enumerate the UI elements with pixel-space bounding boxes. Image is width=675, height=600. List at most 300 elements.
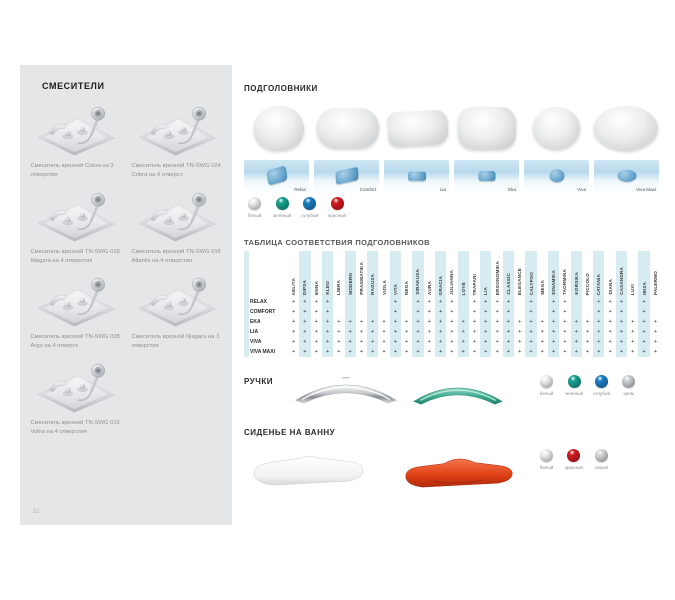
compat-cell: + bbox=[525, 347, 536, 357]
headrest-mini-eka bbox=[478, 171, 495, 181]
compat-cell bbox=[367, 297, 378, 307]
column-header-label: DIPSA bbox=[302, 279, 308, 295]
column-header-label: GRACIA bbox=[438, 275, 444, 295]
compat-cell: + bbox=[345, 327, 356, 337]
compat-cell: + bbox=[405, 349, 409, 355]
headrest-legend-item bbox=[301, 197, 318, 218]
compat-cell: + bbox=[367, 347, 378, 357]
compat-cell: + bbox=[299, 297, 310, 307]
row-label-comfort: COMFORT bbox=[250, 309, 276, 315]
compat-cell: + bbox=[548, 317, 559, 327]
section-title-compatibility: ТАБЛИЦА СООТВЕТСТВИЯ ПОДГОЛОВНИКОВ bbox=[244, 238, 430, 247]
compat-cell: + bbox=[427, 309, 431, 315]
compat-cell: + bbox=[593, 317, 604, 327]
row-label-viva-maxi: VIVA MAXI bbox=[250, 349, 276, 355]
mixer-photo bbox=[34, 274, 118, 328]
compat-cell bbox=[650, 297, 661, 307]
compat-cell: + bbox=[638, 317, 649, 327]
column-header-label: JULIANNA bbox=[449, 270, 455, 295]
row-label-viva: VIVA bbox=[250, 339, 262, 345]
column-header-label: MEGA bbox=[539, 280, 545, 295]
column-header-label: ERGONOMIKA bbox=[494, 260, 500, 295]
compat-cell: + bbox=[292, 329, 296, 335]
compat-cell bbox=[537, 307, 548, 317]
compat-cell: + bbox=[412, 317, 423, 327]
compat-cell bbox=[537, 297, 548, 307]
compat-cell: + bbox=[563, 329, 567, 335]
compat-cell: + bbox=[593, 347, 604, 357]
compat-cell: + bbox=[367, 337, 378, 347]
compat-cell: + bbox=[292, 309, 296, 315]
column-header-label: ENNA bbox=[313, 281, 319, 295]
compat-cell: + bbox=[435, 327, 446, 337]
mixer-photo bbox=[135, 189, 219, 243]
headrest-photo-viva-maxi bbox=[594, 106, 658, 150]
compat-cell: + bbox=[571, 337, 582, 347]
compat-cell: + bbox=[382, 339, 386, 345]
compat-cell: + bbox=[540, 339, 544, 345]
compat-cell: + bbox=[412, 307, 423, 317]
mixer-photo bbox=[135, 274, 219, 328]
compat-cell: + bbox=[367, 327, 378, 337]
compat-cell: + bbox=[480, 317, 491, 327]
column-header-palermo bbox=[650, 251, 661, 297]
compat-cell: + bbox=[472, 329, 477, 335]
headrest-mini-viva bbox=[549, 169, 564, 182]
column-header-pragmatika bbox=[356, 251, 367, 297]
compat-cell: + bbox=[638, 347, 649, 357]
compat-cell bbox=[345, 297, 356, 307]
compat-cell: + bbox=[322, 307, 333, 317]
headrest-card-label: Comfort bbox=[359, 187, 376, 192]
column-header-aelita bbox=[288, 251, 299, 297]
headrest-card-label: Viva Maxi bbox=[636, 187, 656, 192]
compat-cell: + bbox=[299, 327, 310, 337]
compat-cell bbox=[514, 307, 525, 317]
compat-cell: + bbox=[571, 317, 582, 327]
compat-cell: + bbox=[608, 309, 612, 315]
compat-cell: + bbox=[390, 297, 401, 307]
handle-chrome-image bbox=[290, 374, 402, 406]
compat-cell bbox=[345, 307, 356, 317]
headrest-photo-cell bbox=[244, 100, 314, 156]
compat-cell: + bbox=[299, 337, 310, 347]
compat-cell: + bbox=[495, 299, 499, 305]
headrest-photo-cell bbox=[383, 100, 453, 156]
headrest-photo-cell bbox=[522, 100, 592, 156]
headrest-mini-comfort bbox=[335, 167, 358, 185]
mixer-photo bbox=[135, 103, 219, 157]
compat-cell: + bbox=[548, 337, 559, 347]
mixer-caption: Смеситель врезной Niagara на 3 отверстия bbox=[131, 334, 220, 350]
headrest-photo-cell bbox=[592, 100, 662, 156]
seat-color-ball-серый bbox=[595, 449, 608, 462]
seat-legend-item bbox=[538, 449, 555, 470]
compat-cell: + bbox=[593, 327, 604, 337]
compat-cell bbox=[571, 307, 582, 317]
compat-cell bbox=[356, 297, 367, 307]
column-header-catania bbox=[593, 251, 604, 297]
seat-color-ball-белый bbox=[540, 449, 553, 462]
compat-cell bbox=[514, 297, 525, 307]
headrest-color-label: зеленый bbox=[273, 213, 292, 218]
headrest-photo-viva bbox=[533, 107, 580, 149]
column-header-ergonomika bbox=[491, 251, 502, 297]
column-header-gracia bbox=[435, 251, 446, 297]
compat-cell: + bbox=[322, 347, 333, 357]
handle-legend-item bbox=[593, 375, 610, 396]
seat-color-legend bbox=[538, 449, 610, 470]
compat-cell: + bbox=[382, 349, 386, 355]
compat-cell: + bbox=[653, 319, 657, 325]
compat-cell: + bbox=[405, 319, 409, 325]
compat-cell: + bbox=[631, 329, 635, 335]
table-corner bbox=[249, 251, 288, 297]
column-header-lia bbox=[480, 251, 491, 297]
column-header-label: VIOLA bbox=[381, 279, 387, 295]
mixer-caption: Смеситель врезной TN-SWG 028 Argo на 4 отверст. bbox=[30, 334, 120, 350]
mixers-panel bbox=[20, 65, 232, 525]
compat-cell: + bbox=[435, 337, 446, 347]
column-header-label: ELEGANCE bbox=[517, 267, 523, 295]
compat-cell: + bbox=[359, 339, 364, 345]
column-header-label: TRAPANI bbox=[471, 273, 477, 295]
headrest-card-label: Lia bbox=[439, 187, 446, 192]
handle-color-ball-хром bbox=[622, 375, 635, 388]
compat-cell: + bbox=[563, 349, 567, 355]
compat-cell: + bbox=[390, 307, 401, 317]
compat-cell: + bbox=[382, 329, 386, 335]
mixer-caption: Смеситель врезной TN-SWG 018 Niagara на 4 отверстия bbox=[30, 248, 120, 264]
compat-cell: + bbox=[503, 317, 514, 327]
handle-legend-item bbox=[538, 375, 555, 396]
column-header-label: PRAGMATIKA bbox=[358, 262, 364, 295]
compat-cell: + bbox=[314, 299, 318, 305]
compat-cell: + bbox=[593, 307, 604, 317]
compat-cell: + bbox=[540, 349, 544, 355]
compat-cell: + bbox=[518, 319, 522, 325]
mixer-item bbox=[131, 103, 222, 181]
headrest-card-eka bbox=[454, 160, 519, 194]
compat-cell: + bbox=[616, 337, 627, 347]
compat-cell: + bbox=[503, 327, 514, 337]
compat-cell bbox=[650, 307, 661, 317]
column-header-label: KORSIKA bbox=[573, 272, 579, 295]
column-header-viola bbox=[378, 251, 389, 297]
compat-cell: + bbox=[458, 327, 469, 337]
column-header-sirakusa bbox=[412, 251, 423, 297]
compat-cell: + bbox=[359, 329, 364, 335]
compat-cell: + bbox=[608, 299, 612, 305]
compat-cell: + bbox=[631, 339, 635, 345]
compat-cell: + bbox=[299, 347, 310, 357]
headrest-color-label: белый bbox=[247, 213, 262, 218]
compat-cell: + bbox=[548, 327, 559, 337]
mixer-item bbox=[30, 274, 121, 352]
compat-cell: + bbox=[495, 349, 499, 355]
column-header-julianna bbox=[446, 251, 457, 297]
column-header-kleo bbox=[322, 251, 333, 297]
compat-cell bbox=[582, 307, 593, 317]
compat-cell: + bbox=[631, 349, 635, 355]
column-header-label: KLEO bbox=[325, 281, 331, 295]
column-header-luxi bbox=[627, 251, 638, 297]
mixer-photo bbox=[34, 103, 118, 157]
compat-cell: + bbox=[616, 317, 627, 327]
compatibility-table bbox=[244, 251, 661, 357]
compat-cell: + bbox=[472, 299, 477, 305]
seat-white-image bbox=[244, 443, 372, 490]
compat-cell bbox=[378, 297, 389, 307]
compat-cell: + bbox=[631, 319, 635, 325]
compat-cell: + bbox=[314, 329, 318, 335]
headrest-mini-relax bbox=[266, 165, 287, 186]
compat-cell: + bbox=[593, 337, 604, 347]
column-header-label: SIRAKUSA bbox=[415, 269, 421, 295]
compat-cell: + bbox=[367, 317, 378, 327]
compat-cell: + bbox=[638, 307, 649, 317]
compat-cell: + bbox=[345, 337, 356, 347]
mixer-item bbox=[131, 189, 222, 267]
column-header-enna bbox=[311, 251, 322, 297]
compat-cell bbox=[367, 307, 378, 317]
headrest-color-label: красный bbox=[328, 213, 346, 218]
headrest-card-label: Eka bbox=[508, 187, 516, 192]
compat-cell: + bbox=[314, 339, 318, 345]
mixer-photo bbox=[34, 189, 118, 243]
compat-cell: + bbox=[548, 347, 559, 357]
compat-cell: + bbox=[608, 319, 612, 325]
compat-cell: + bbox=[450, 339, 454, 345]
compat-cell: + bbox=[337, 349, 341, 355]
handle-legend-item bbox=[620, 375, 637, 396]
headrest-legend-item bbox=[273, 197, 291, 218]
compat-cell: + bbox=[435, 307, 446, 317]
headrest-photos-row bbox=[244, 100, 661, 156]
column-header-label: LUXI bbox=[630, 283, 636, 295]
compat-cell: + bbox=[480, 297, 491, 307]
compat-cell: + bbox=[299, 307, 310, 317]
mixer-item bbox=[30, 103, 121, 181]
compat-cell: + bbox=[390, 317, 401, 327]
compat-cell: + bbox=[653, 339, 657, 345]
section-title-seat: СИДЕНЬЕ НА ВАННУ bbox=[244, 428, 336, 437]
column-header-label: AELITA bbox=[291, 277, 297, 295]
column-header-trapani bbox=[469, 251, 480, 297]
compat-cell: + bbox=[450, 329, 454, 335]
compat-cell: + bbox=[480, 347, 491, 357]
column-header-label: TAORMINA bbox=[562, 268, 568, 295]
compat-cell: + bbox=[435, 347, 446, 357]
mixer-caption: Смеситель врезной Cobra на 3 отверстия bbox=[30, 163, 114, 179]
column-header-nega bbox=[401, 251, 412, 297]
compat-cell: + bbox=[322, 297, 333, 307]
compat-cell: + bbox=[337, 329, 341, 335]
headrest-card-lia bbox=[384, 160, 449, 194]
column-header-mega bbox=[537, 251, 548, 297]
compat-cell: + bbox=[518, 329, 522, 335]
compat-cell bbox=[333, 297, 344, 307]
compat-cell: + bbox=[518, 349, 522, 355]
handle-color-ball-белый bbox=[540, 375, 553, 388]
compat-cell: + bbox=[412, 337, 423, 347]
compat-cell bbox=[627, 307, 638, 317]
seat-color-ball-красный bbox=[567, 449, 580, 462]
row-label-relax: RELAX bbox=[250, 299, 267, 305]
compat-cell: + bbox=[427, 299, 431, 305]
headrest-photo-cell bbox=[453, 100, 523, 156]
headrest-photo-cell bbox=[314, 100, 384, 156]
mixers-grid bbox=[30, 103, 222, 437]
compat-cell bbox=[627, 297, 638, 307]
compat-cell: + bbox=[427, 329, 431, 335]
handle-green-image bbox=[409, 379, 507, 407]
compat-cell: + bbox=[450, 309, 454, 315]
compat-cell: + bbox=[382, 319, 386, 325]
compat-cell: + bbox=[495, 319, 499, 325]
compat-cell: + bbox=[540, 329, 544, 335]
compat-cell: + bbox=[359, 349, 364, 355]
column-header-label: MODERN bbox=[347, 273, 353, 295]
compat-cell: + bbox=[480, 337, 491, 347]
compat-cell bbox=[356, 307, 367, 317]
compat-cell: + bbox=[314, 319, 318, 325]
compat-cell: + bbox=[608, 329, 612, 335]
compat-cell bbox=[333, 307, 344, 317]
headrest-photo-comfort bbox=[317, 108, 379, 148]
column-header-diana bbox=[604, 251, 615, 297]
headrest-legend-item bbox=[246, 197, 263, 218]
headrest-mini-lia bbox=[408, 172, 426, 181]
compat-cell: + bbox=[450, 349, 454, 355]
column-header-label: LOVE bbox=[460, 281, 466, 295]
compat-cell: + bbox=[450, 319, 454, 325]
column-header-modern bbox=[345, 251, 356, 297]
handle-color-label: хром bbox=[623, 391, 634, 396]
column-header-label: PALERMO bbox=[652, 270, 658, 295]
compat-cell: + bbox=[390, 327, 401, 337]
compat-cell: + bbox=[412, 297, 423, 307]
mixer-item bbox=[30, 189, 121, 267]
column-header-casandra bbox=[616, 251, 627, 297]
column-header-label: RAGUZA bbox=[370, 274, 376, 295]
headrest-color-ball-зеленый bbox=[276, 197, 289, 210]
compat-cell: + bbox=[435, 317, 446, 327]
column-header-label: PICCOLO bbox=[585, 272, 591, 295]
column-header-label: NEGA bbox=[404, 280, 410, 295]
headrest-color-label: голубой bbox=[301, 213, 319, 218]
compat-cell: + bbox=[525, 297, 536, 307]
column-header-dipsa bbox=[299, 251, 310, 297]
column-header-label: LIA bbox=[483, 287, 489, 295]
headrest-card-comfort bbox=[314, 160, 379, 194]
compat-cell: + bbox=[435, 297, 446, 307]
mixer-item bbox=[131, 274, 222, 352]
compat-cell: + bbox=[292, 339, 296, 345]
mixer-caption: Смеситель врезной TN-SWG 015 Volna на 4 отверстия bbox=[30, 419, 120, 435]
compat-cell: + bbox=[472, 319, 477, 325]
compat-cell: + bbox=[495, 339, 499, 345]
compat-cell: + bbox=[638, 327, 649, 337]
compat-cell: + bbox=[503, 297, 514, 307]
mixer-item bbox=[30, 360, 121, 438]
handle-color-label: белый bbox=[539, 391, 554, 396]
compat-cell: + bbox=[495, 329, 499, 335]
compat-cell: + bbox=[571, 347, 582, 357]
compat-cell bbox=[582, 297, 593, 307]
compat-cell: + bbox=[653, 349, 657, 355]
compat-cell: + bbox=[585, 339, 590, 345]
compat-cell: + bbox=[585, 349, 590, 355]
column-header-aura bbox=[424, 251, 435, 297]
column-header-label: LIBRA bbox=[336, 279, 342, 295]
headrest-photo-eka bbox=[458, 107, 516, 149]
compat-cell bbox=[458, 307, 469, 317]
column-header-libra bbox=[333, 251, 344, 297]
compat-cell: + bbox=[608, 349, 612, 355]
compat-cell: + bbox=[345, 317, 356, 327]
compat-cell: + bbox=[322, 317, 333, 327]
handle-color-legend bbox=[538, 375, 637, 396]
column-header-korsika bbox=[571, 251, 582, 297]
compat-cell: + bbox=[292, 349, 296, 355]
compat-cell: + bbox=[518, 339, 522, 345]
headrest-color-ball-белый bbox=[248, 197, 261, 210]
column-header-label: DINAMIKA bbox=[551, 270, 557, 295]
handle-color-label: зеленый bbox=[565, 391, 584, 396]
column-header-label: DIANA bbox=[607, 279, 613, 295]
row-label-lia: LIA bbox=[250, 329, 259, 335]
seat-color-label: белый bbox=[539, 465, 554, 470]
headrest-card-label: Viva bbox=[577, 187, 586, 192]
compat-cell: + bbox=[616, 347, 627, 357]
compat-cell: + bbox=[405, 329, 409, 335]
compat-cell: + bbox=[638, 337, 649, 347]
section-title-mixers: СМЕСИТЕЛИ bbox=[42, 81, 105, 91]
compat-cell: + bbox=[359, 319, 364, 325]
compat-cell: + bbox=[585, 319, 590, 325]
compat-cell: + bbox=[472, 339, 477, 345]
compat-cell: + bbox=[292, 319, 296, 325]
compat-cell: + bbox=[322, 337, 333, 347]
column-header-calypso bbox=[525, 251, 536, 297]
compat-cell: + bbox=[472, 309, 477, 315]
compat-cell: + bbox=[390, 347, 401, 357]
compat-cell: + bbox=[616, 307, 627, 317]
seat-color-label: серый bbox=[594, 465, 608, 470]
compat-cell: + bbox=[458, 317, 469, 327]
headrest-card-viva bbox=[524, 160, 589, 194]
compat-cell: + bbox=[503, 337, 514, 347]
compat-cell: + bbox=[616, 327, 627, 337]
seat-legend-item bbox=[593, 449, 610, 470]
compat-cell: + bbox=[525, 327, 536, 337]
headrest-color-ball-красный bbox=[331, 197, 344, 210]
mixer-photo bbox=[34, 360, 118, 414]
compat-cell: + bbox=[563, 299, 567, 305]
compat-cell: + bbox=[450, 299, 454, 305]
compat-cell: + bbox=[314, 349, 318, 355]
compat-cell: + bbox=[616, 297, 627, 307]
compat-cell: + bbox=[563, 319, 567, 325]
column-header-raguza bbox=[367, 251, 378, 297]
compat-cell: + bbox=[525, 337, 536, 347]
compat-cell: + bbox=[345, 347, 356, 357]
compat-cell: + bbox=[427, 349, 431, 355]
column-header-vita bbox=[390, 251, 401, 297]
column-header-label: VITA bbox=[392, 284, 398, 295]
handle-color-ball-голубой bbox=[595, 375, 608, 388]
